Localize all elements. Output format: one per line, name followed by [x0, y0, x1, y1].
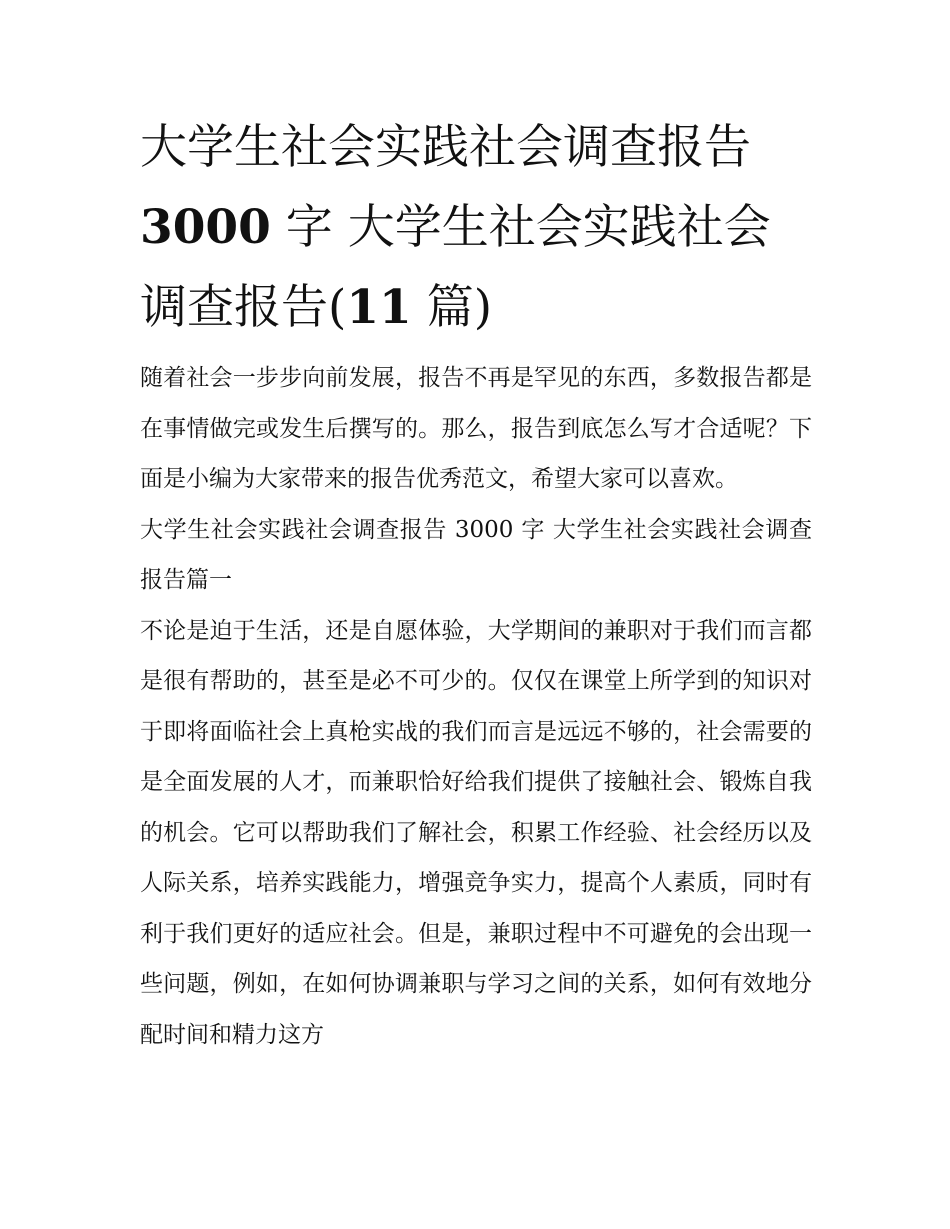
document-page: [140, 108, 812, 1060]
intro-paragraph: 随着社会一步步向前发展，报告不再是罕见的东西，多数报告都是在事情做完或发生后撰写的。那么，报告到底怎么写才合适呢？下面是小编为大家带来的报告优秀范文，希望大家可以喜欢。: [140, 365, 812, 492]
section-heading: 大学生社会实践社会调查报告 3000 字 大学生社会实践社会调查报告篇一: [140, 516, 812, 593]
title-text-part5: 篇): [411, 280, 493, 335]
title-text-part1: 大学生社会实践社会调查报告: [140, 120, 751, 175]
title-number-11: 11: [346, 280, 412, 335]
title-text-part3: 字 大学生社会实践社会调查报告(: [140, 200, 771, 335]
title-number-3000: 3000: [140, 200, 271, 255]
document-title: [140, 108, 812, 348]
body-paragraph: 不论是迫于生活，还是自愿体验，大学期间的兼职对于我们而言都是很有帮助的，甚至是必不可少的。仅仅在课堂上所学到的知识对于即将面临社会上真枪实战的我们而言是远远不够的，社会需要的是全面发展的人才，而兼职恰好给我们提供了接触社会、锻炼自我的机会。它可以帮助我们了解社会，积累工作经验、社会经历以及人际关系，培养实践能力，增强竞争实力，提高个人素质，同时有利于我们更好的适应社会。但是，兼职过程中不可避免的会出现一些问题，例如，在如何协调兼职与学习之间的关系，如何有效地分配时间和精力这方: [140, 617, 812, 1048]
